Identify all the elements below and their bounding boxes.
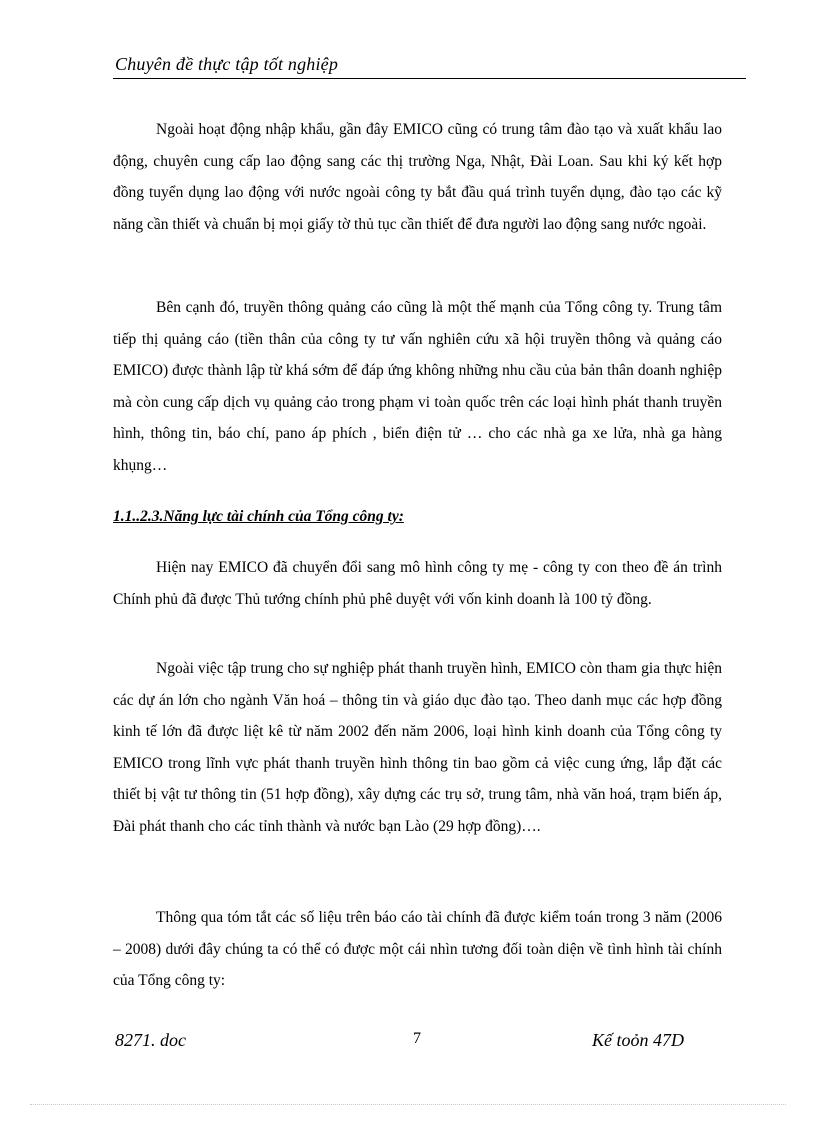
page-header-title: Chuyên đề thực tập tốt nghiệp <box>115 54 339 74</box>
page-bottom-divider <box>30 1104 786 1105</box>
footer-page-number: 7 <box>413 1030 421 1047</box>
section-heading-financial-capacity: 1.1..2.3.Năng lực tài chính của Tổng công ty: <box>113 508 404 525</box>
paragraph-large-projects: Ngoài việc tập trung cho sự nghiệp phát thanh truyền hình, EMICO còn tham gia thực hiện các dự án lớn cho ngành Văn hoá – thông tin và giáo dục đào tạo. Theo danh mục các hợp đồng kinh tế lớn đã được liệt kê từ năm 2002 đến năm 2006, loại hình kinh doanh của Tổng công ty EMICO trong lĩnh vực phát thanh truyền hình thông tin bao gồm cả việc cung ứng, lắp đặt các thiết bị vật tư thông tin (51 hợp đồng), xây dựng các trụ sở, trung tâm, nhà văn hoá, trạm biến áp, Đài phát thanh cho các tỉnh thành và nước bạn Lào (29 hợp đồng)…. <box>113 660 722 835</box>
paragraph-advertising: Bên cạnh đó, truyền thông quảng cáo cũng là một thế mạnh của Tổng công ty. Trung tâm tiếp thị quảng cáo (tiền thân của công ty tư vấn nghiên cứu xã hội truyền thông và quảng cáo EMICO) được thành lập từ khá sớm để đáp ứng không những nhu cầu của bản thân doanh nghiệp mà còn cung cấp dịch vụ quảng cảo trong phạm vi toàn quốc trên các loại hình phát thanh truyền hình, thông tin, báo chí, pano áp phích , biển điện tử … cho các nhà ga xe lửa, nhà ga hàng khụng… <box>113 299 722 474</box>
paragraph-export-labor: Ngoài hoạt động nhập khẩu, gần đây EMICO cũng có trung tâm đào tạo và xuất khẩu lao động, chuyên cung cấp lao động sang các thị trường Nga, Nhật, Đài Loan. Sau khi ký kết hợp đồng tuyển dụng lao động với nước ngoài công ty bắt đầu quá trình tuyển dụng, đào tạo các kỹ năng cần thiết và chuẩn bị mọi giấy tờ thủ tục cần thiết để đưa người lao động sang nước ngoài. <box>113 121 722 233</box>
footer-class-label: Kế toỏn 47D <box>592 1030 684 1050</box>
paragraph-financial-summary-intro: Thông qua tóm tắt các số liệu trên báo cáo tài chính đã được kiểm toán trong 3 năm (2006 – 2008) dưới đây chúng ta có thể có được một cái nhìn tương đối toàn diện về tình hình tài chính của Tổng công ty: <box>113 909 722 989</box>
header-divider <box>113 78 746 79</box>
paragraph-parent-company-model: Hiện nay EMICO đã chuyển đổi sang mô hình công ty mẹ - công ty con theo đề án trình Chính phủ đã được Thủ tướng chính phủ phê duyệt với vốn kinh doanh là 100 tỷ đồng. <box>113 559 722 608</box>
footer-file-name: 8271. doc <box>115 1030 186 1050</box>
